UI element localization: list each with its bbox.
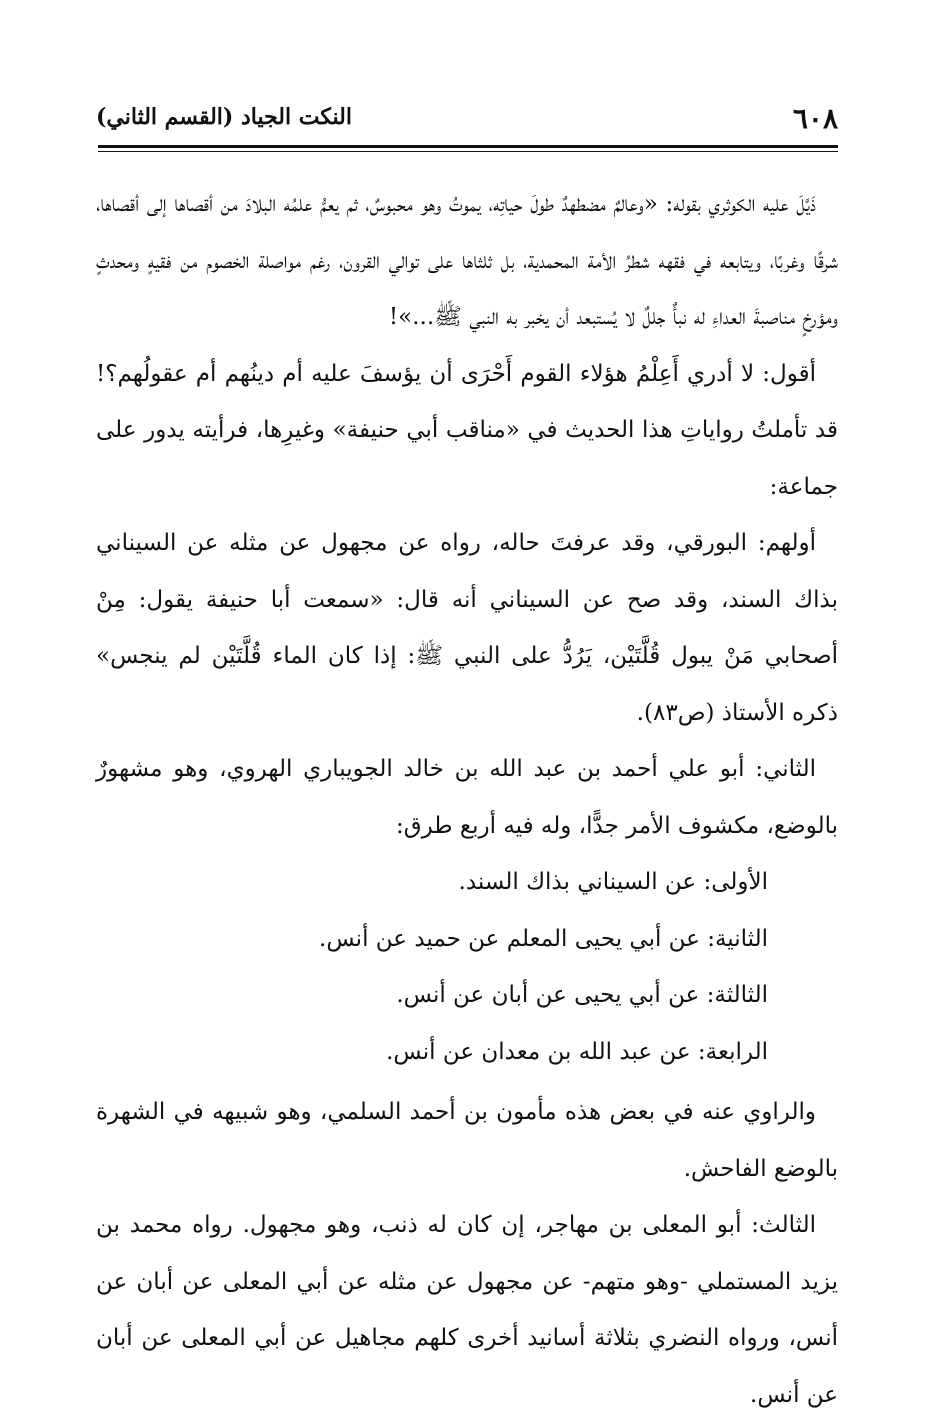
paragraph-kawthari-quote: ذَيَّلَ عليه الكوثري بقوله: «وعالمٌ مضطهدٌ طولَ حياتِه، يموتُ وهو محبوسٌ، ثم يعمُّ علمُه البلادَ من أقصاها إلى أقصاها، شرقًا وغربًا، ويتابعه في فقهه شطرُ الأمة المحمدية، بل ثلثاها على توالي القرون، رغم مواصلة الخصوم من فقيهٍ ومحدثٍ ومؤرخٍ مناصبةَ العداءِ له نبأٌ جللٌ لا يُستبعد أن يخبر به النبي ﷺ...»! [96, 191, 838, 330]
header-rule-thick [98, 145, 838, 148]
running-title: النكت الجياد (القسم الثاني) [96, 104, 352, 130]
body-text [96, 176, 838, 1423]
page-number: ٦٠٨ [792, 102, 838, 135]
paragraph-first-narrator: أولهم: البورقي، وقد عرفتَ حاله، رواه عن مجهول عن مثله عن السيناني بذاك السند، وقد صح عن السيناني أنه قال: «سمعت أبا حنيفة يقول: مِنْ أصحابي مَنْ يبول قُلَّتَيْن، يَرُدُّ على النبي ﷺ: إذا كان الماء قُلَّتَيْن لم ينجس» ذكره الأستاذ (ص٨٣). [96, 530, 838, 726]
paragraph-second-narrator: الثاني: أبو علي أحمد بن عبد الله بن خالد الجويباري الهروي، وهو مشهورٌ بالوضع، مكشوف الأمر جدًّا، وله فيه أربع طرق: [96, 756, 838, 839]
paragraph-author-reply: أقول: لا أدري أَعِلْمُ هؤلاء القوم أَحْرَى أن يؤسفَ عليه أم دينُهم أم عقولُهم؟! قد تأملتُ رواياتِ هذا الحديث في «مناقب أبي حنيفة» وغيرِها، فرأيته يدور على جماعة: [96, 360, 838, 500]
paragraph-mamun-narrator: والراوي عنه في بعض هذه مأمون بن أحمد السلمي، وهو شبيهه في الشهرة بالوضع الفاحش. [96, 1099, 838, 1182]
route-item: الأولى: عن السيناني بذاك السند. [458, 869, 768, 895]
route-item: الثالثة: عن أبي يحيى عن أبان عن أنس. [396, 982, 768, 1008]
route-item: الثانية: عن أبي يحيى المعلم عن حميد عن أنس. [319, 925, 768, 952]
route-item: الرابعة: عن عبد الله بن معدان عن أنس. [386, 1038, 768, 1065]
header-rule-thin [98, 151, 838, 152]
paragraph-third-narrator: الثالث: أبو المعلى بن مهاجر، إن كان له ذنب، وهو مجهول. رواه محمد بن يزيد المستملي -وهو متهم- عن مجهول عن مثله عن أبي المعلى عن أبان عن أنس، ورواه النضري بثلاثة أسانيد أخرى كلهم مجاهيل عن أبي المعلى عن أبان عن أنس. [96, 1212, 838, 1408]
page-header [96, 98, 838, 138]
